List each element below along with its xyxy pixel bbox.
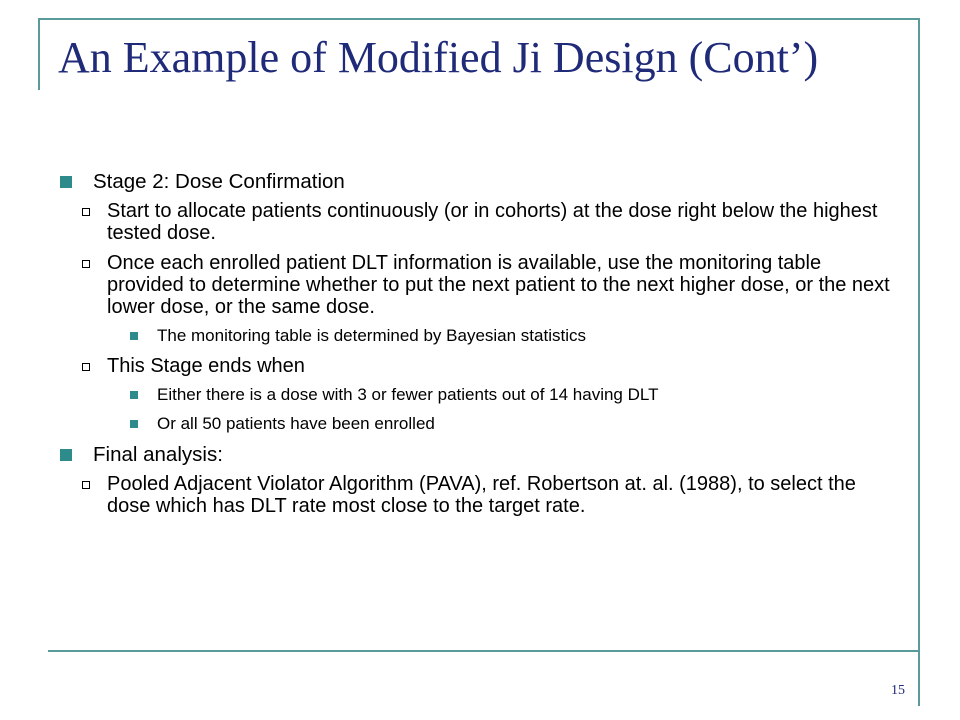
sub-bullet-pava: [82, 473, 895, 517]
square-bullet-icon: [60, 449, 72, 461]
sub-sub-bullet-text: Either there is a dose with 3 or fewer patients out of 14 having DLT: [157, 385, 659, 404]
page-number: 15: [891, 683, 905, 698]
sub-sub-bullet-enrolled: [130, 414, 895, 434]
sub-bullet-stage-ends: [82, 355, 895, 377]
square-bullet-icon: [130, 332, 138, 340]
frame-bottom-line: [48, 650, 920, 652]
frame-left-line: [38, 18, 40, 90]
square-bullet-icon: [60, 176, 72, 188]
slide-body: [60, 170, 895, 525]
bullet-final-analysis: [60, 443, 895, 467]
sub-bullet-allocate: [82, 200, 895, 244]
slide-title: An Example of Modified Ji Design (Cont’): [58, 33, 819, 82]
sub-bullet-text: Once each enrolled patient DLT information is available, use the monitoring table provided to determine whether to put the next patient to the next higher dose, or the next lower dose, or the same dose.: [107, 252, 890, 318]
sub-bullet-text: Pooled Adjacent Violator Algorithm (PAVA), ref. Robertson at. al. (1988), to select the dose which has DLT rate most close to the target rate.: [107, 473, 856, 517]
sub-sub-bullet-text: Or all 50 patients have been enrolled: [157, 414, 435, 433]
hollow-square-bullet-icon: [82, 208, 90, 216]
sub-bullet-monitoring: [82, 252, 895, 318]
square-bullet-icon: [130, 391, 138, 399]
hollow-square-bullet-icon: [82, 363, 90, 371]
hollow-square-bullet-icon: [82, 481, 90, 489]
bullet-text: Final analysis:: [93, 443, 223, 466]
square-bullet-icon: [130, 420, 138, 428]
sub-bullet-text: Start to allocate patients continuously (or in cohorts) at the dose right below the highest tested dose.: [107, 200, 878, 244]
sub-sub-bullet-text: The monitoring table is determined by Bayesian statistics: [157, 326, 586, 345]
bullet-stage2: [60, 170, 895, 194]
sub-sub-bullet-bayesian: [130, 326, 895, 346]
sub-sub-bullet-dlt: [130, 385, 895, 405]
sub-bullet-text: This Stage ends when: [107, 355, 305, 377]
frame-right-line: [918, 18, 920, 706]
bullet-text: Stage 2: Dose Confirmation: [93, 170, 345, 193]
hollow-square-bullet-icon: [82, 260, 90, 268]
frame-top-line: [38, 18, 920, 20]
